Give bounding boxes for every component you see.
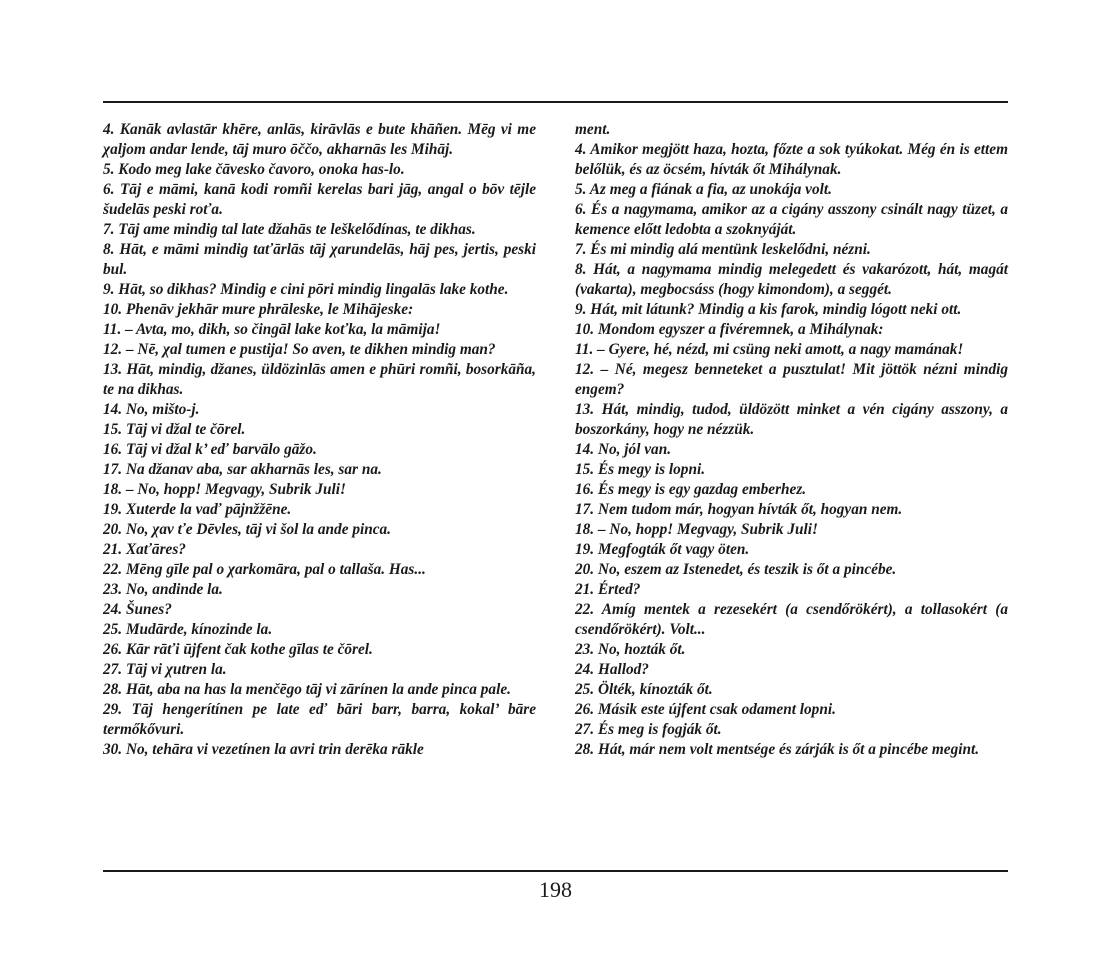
text-line: 14. No, jól van. — [575, 441, 672, 458]
text-line: 19. Megfogták őt vagy öten. — [575, 541, 750, 558]
text-line: 17. Nem tudom már, hogyan hívták őt, hogyan nem. — [575, 501, 903, 518]
text-line: 26. Kār rāťi ūjfent čak kothe gīlas te čōrel. — [103, 641, 373, 658]
text-line: 20. No, χav ťe Dēvles, tāj vi šol la ande pinca. — [103, 521, 391, 538]
text-line: 25. Ölték, kínozták őt. — [575, 681, 713, 698]
text-line: 7. Tāj ame mindig tal late džahās te leškelődínas, te dikhas. — [103, 221, 476, 238]
text-line: 11. – Avta, mo, dikh, so čingāl lake koťka, la māmija! — [103, 321, 441, 338]
text-line: 7. És mi mindig alá mentünk leskelődni, nézni. — [575, 241, 871, 258]
top-rule — [103, 101, 1008, 103]
text-line: 6. És a nagymama, amikor az a cigány asszony csinált nagy tüzet, a kemence előtt ledobta a szoknyáját. — [575, 201, 1008, 238]
text-line: 5. Kodo meg lake čāvesko čavoro, onoka has-lo. — [103, 161, 405, 178]
hungarian-text-column — [575, 120, 1008, 760]
text-line: 21. Xaťāres? — [103, 541, 186, 558]
text-line: 16. Tāj vi džal k’ eď barvālo gāžo. — [103, 441, 317, 458]
text-line: 6. Tāj e māmi, kanā kodi romñi kerelas bari jāg, angal o bōv tējle šudelās peski roťa. — [103, 181, 536, 218]
text-line: 10. Mondom egyszer a fivéremnek, a Mihálynak: — [575, 321, 884, 338]
text-line: 26. Másik este újfent csak odament lopni. — [575, 701, 836, 718]
text-line: 18. – No, hopp! Megvagy, Subrik Juli! — [575, 521, 818, 538]
text-line: 8. Hát, a nagymama mindig melegedett és vakarózott, hát, magát (vakarta), megbocsáss (hogy kimondom), a seggét. — [575, 261, 1008, 298]
romani-text-column — [103, 120, 536, 760]
text-line: 24. Hallod? — [575, 661, 649, 678]
text-line: 5. Az meg a fiának a fia, az unokája volt. — [575, 181, 832, 198]
text-line: 22. Amíg mentek a rezesekért (a csendőrökért), a tollasokért (a csendőrökért). Volt... — [575, 601, 1008, 638]
text-line: 9. Hāt, so dikhas? Mindig e cini pōri mindig lingalās lake kothe. — [103, 281, 509, 298]
text-line: 4. Kanāk avlastār khēre, anlās, kirāvlās e bute khāñen. Mēg vi me χaljom andar lende, tāj muro ōččo, akharnās les Mihāj. — [103, 121, 536, 158]
text-line: 29. Tāj hengerítínen pe late eď bāri barr, barra, kokal’ bāre termőkővuri. — [103, 701, 536, 738]
text-line: 15. Tāj vi džal te čōrel. — [103, 421, 246, 438]
text-line: 11. – Gyere, hé, nézd, mi csüng neki amott, a nagy mamának! — [575, 341, 964, 358]
text-line: 9. Hát, mit látunk? Mindig a kis farok, mindig lógott neki ott. — [575, 301, 962, 318]
text-line: 27. Tāj vi χutren la. — [103, 661, 227, 678]
text-line: 14. No, mišto-j. — [103, 401, 200, 418]
text-line: 4. Amikor megjött haza, hozta, főzte a sok tyúkokat. Még én is ettem belőlük, és az öcsém, hívták őt Mihálynak. — [575, 141, 1008, 178]
text-line: 21. Érted? — [575, 581, 641, 598]
text-line: 19. Xuterde la vaď pājnžžēne. — [103, 501, 292, 518]
text-line: 28. Hāt, aba na has la menčēgo tāj vi zārínen la ande pinca pale. — [103, 681, 511, 698]
text-line: 10. Phenāv jekhār mure phrāleske, le Mihājeske: — [103, 301, 414, 318]
text-line: 25. Mudārde, kínozinde la. — [103, 621, 273, 638]
text-line: 28. Hát, már nem volt mentsége és zárják is őt a pincébe megint. — [575, 741, 980, 758]
page-number: 198 — [539, 877, 572, 902]
text-line: 16. És megy is egy gazdag emberhez. — [575, 481, 807, 498]
text-line: 18. – No, hopp! Megvagy, Subrik Juli! — [103, 481, 346, 498]
text-line: ment. — [575, 121, 611, 138]
text-line: 15. És megy is lopni. — [575, 461, 706, 478]
text-line: 27. És meg is fogják őt. — [575, 721, 722, 738]
text-line: 22. Mēng gīle pal o χarkomāra, pal o tallaša. Has... — [103, 561, 426, 578]
text-line: 30. No, tehāra vi vezetínen la avri trin derēka rākle — [103, 741, 424, 758]
text-line: 24. Šunes? — [103, 601, 172, 618]
text-line: 8. Hāt, e māmi mindig taťārlās tāj χarundelās, hāj pes, jertis, peski bul. — [103, 241, 536, 278]
text-line: 23. No, andinde la. — [103, 581, 223, 598]
text-line: 20. No, eszem az Istenedet, és teszik is őt a pincébe. — [575, 561, 897, 578]
bottom-rule — [103, 870, 1008, 872]
text-line: 23. No, hozták őt. — [575, 641, 686, 658]
text-line: 13. Hāt, mindig, džanes, üldözinlās amen e phūri romñi, bosorkāña, te na dikhas. — [103, 361, 536, 398]
text-line: 17. Na džanav aba, sar akharnās les, sar na. — [103, 461, 382, 478]
text-line: 12. – Né, megesz benneteket a pusztulat! Mit jöttök nézni mindig engem? — [575, 361, 1008, 398]
text-line: 13. Hát, mindig, tudod, üldözött minket a vén cigány asszony, a boszorkány, hogy ne nézzük. — [575, 401, 1008, 438]
text-line: 12. – Nē, χal tumen e pustija! So aven, te dikhen mindig man? — [103, 341, 496, 358]
